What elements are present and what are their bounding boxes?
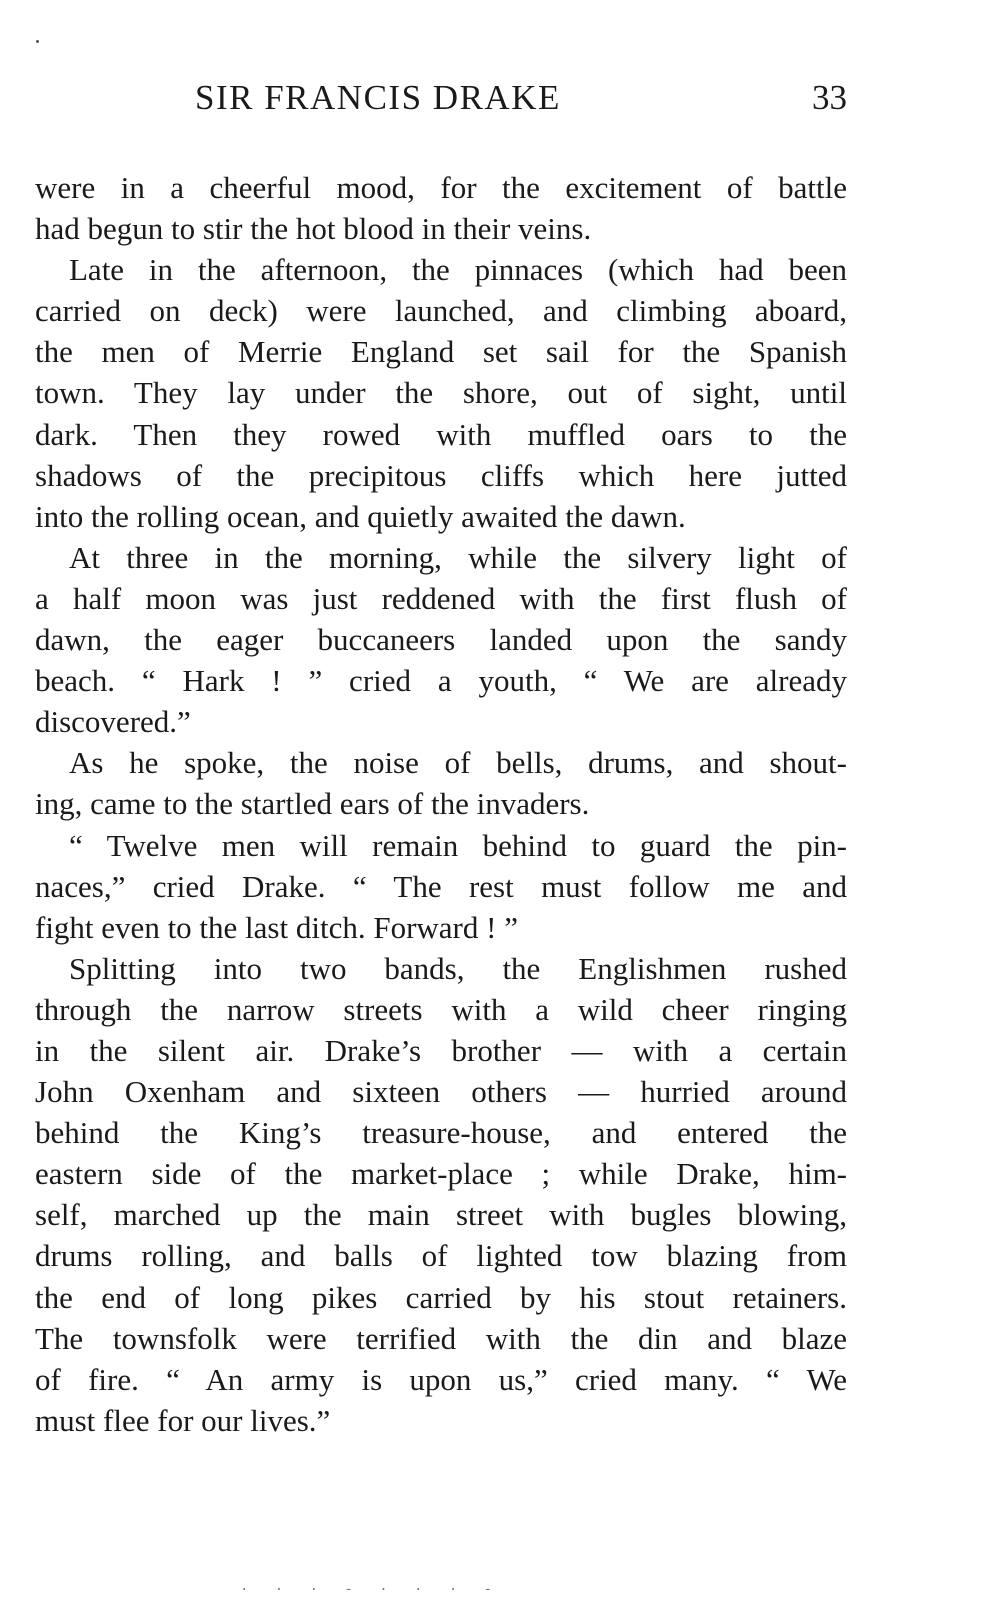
text-line: self, marched up the main street with bugles blowing, xyxy=(35,1197,847,1233)
text-line: shadows of the precipitous cliffs which here jutted xyxy=(35,457,847,493)
text-line: dark. Then they rowed with muffled oars to the xyxy=(35,416,847,452)
text-line: At three in the morning, while the silvery light of xyxy=(69,539,847,575)
text-line: discovered.” xyxy=(35,704,191,740)
text-line: The townsfolk were terrified with the din and blaze xyxy=(35,1320,847,1356)
text-line: in the silent air. Drake’s brother — with a certain xyxy=(35,1032,847,1068)
text-line: the men of Merrie England set sail for the Spanish xyxy=(35,334,847,370)
text-line: As he spoke, the noise of bells, drums, and shout- xyxy=(69,745,847,781)
text-line: eastern side of the market-place ; while Drake, him- xyxy=(35,1156,847,1192)
text-line: Late in the afternoon, the pinnaces (which had been xyxy=(69,252,847,288)
text-line: of fire. “ An army is upon us,” cried many. “ We xyxy=(35,1361,847,1397)
footer-marks: · · · - · · · - xyxy=(240,1582,502,1598)
text-line: drums rolling, and balls of lighted tow blazing from xyxy=(35,1238,847,1274)
text-line: town. They lay under the shore, out of sight, until xyxy=(35,375,847,411)
text-line: dawn, the eager buccaneers landed upon the sandy xyxy=(35,622,847,658)
page-number: 33 xyxy=(812,78,847,117)
text-line: John Oxenham and sixteen others — hurried around xyxy=(35,1074,847,1110)
running-title: SIR FRANCIS DRAKE xyxy=(195,78,561,117)
text-line: had begun to stir the hot blood in their veins. xyxy=(35,211,592,247)
text-line: Splitting into two bands, the Englishmen rushed xyxy=(69,950,847,986)
text-line: into the rolling ocean, and quietly awaited the dawn. xyxy=(35,498,686,534)
text-line: beach. “ Hark ! ” cried a youth, “ We are already xyxy=(35,663,847,699)
text-line: naces,” cried Drake. “ The rest must follow me and xyxy=(35,868,847,904)
text-line: “ Twelve men will remain behind to guard the pin- xyxy=(69,827,847,863)
text-line: were in a cheerful mood, for the excitement of battle xyxy=(35,170,847,205)
text-line: fight even to the last ditch. Forward ! ” xyxy=(35,909,518,945)
text-line: carried on deck) were launched, and climbing aboard, xyxy=(35,293,847,329)
running-head xyxy=(35,78,847,128)
text-line: a half moon was just reddened with the first flush of xyxy=(35,580,847,616)
text-line: through the narrow streets with a wild cheer ringing xyxy=(35,991,847,1027)
text-line: the end of long pikes carried by his stout retainers. xyxy=(35,1279,847,1315)
text-line: behind the King’s treasure-house, and entered the xyxy=(35,1115,847,1151)
stray-ink-mark xyxy=(36,40,39,43)
body-text xyxy=(35,167,847,1441)
text-line: ing, came to the startled ears of the invaders. xyxy=(35,786,590,822)
text-line: must flee for our lives.” xyxy=(35,1402,331,1438)
